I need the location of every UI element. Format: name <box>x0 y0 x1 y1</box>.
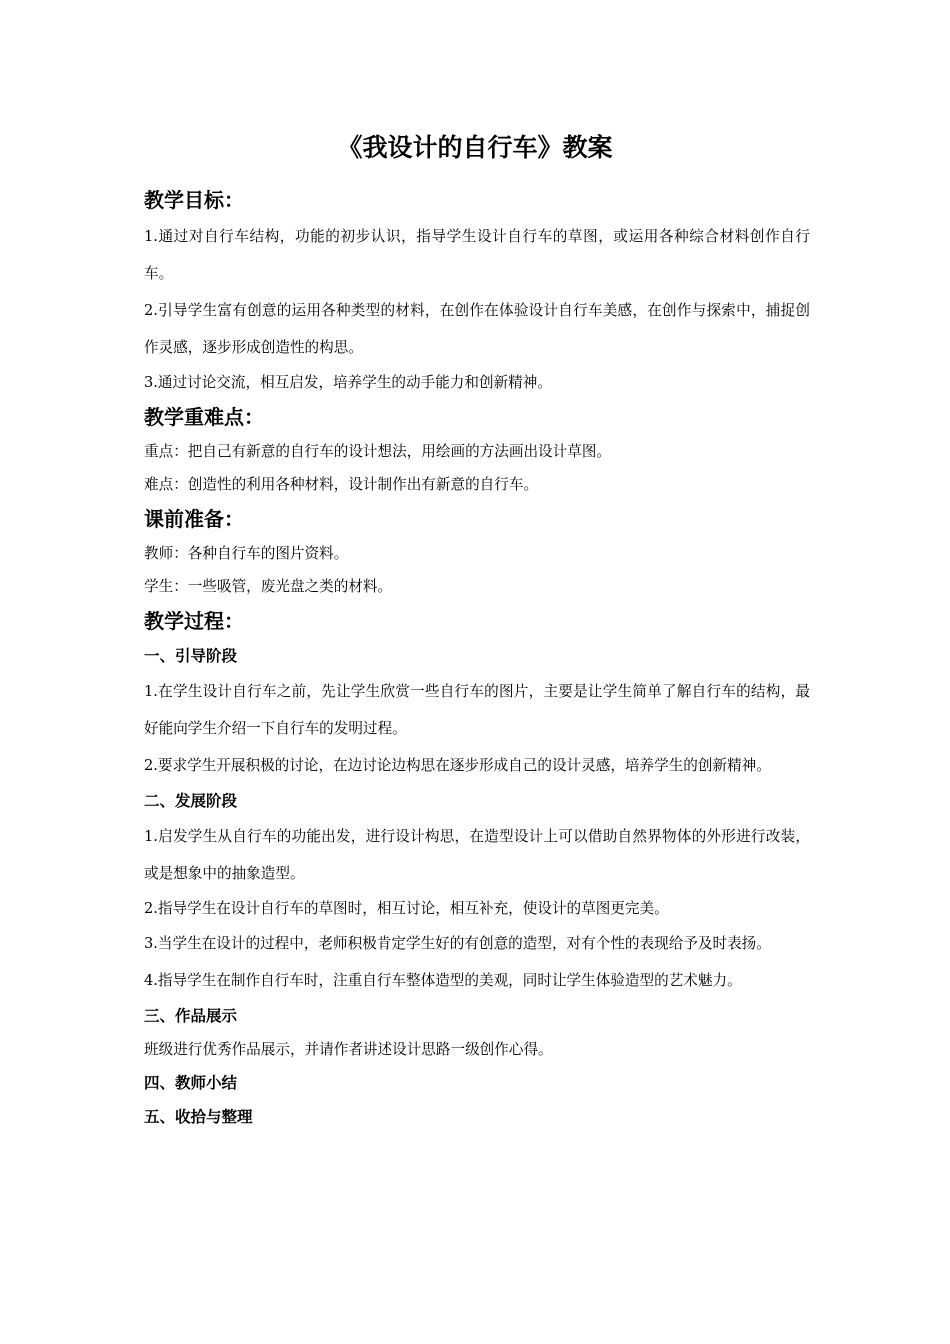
stage-heading-showcase: 三、作品展示 <box>144 1007 238 1025</box>
stage-item: 4.指导学生在制作自行车时，注重自行车整体造型的美观，同时让学生体验造型的艺术魅力。 <box>144 972 742 989</box>
stage-item: 1.启发学生从自行车的功能出发，进行设计构思，在造型设计上可以借助自然界物体的外形进行改装，或是想象中的抽象造型。 <box>144 828 810 882</box>
goal-item: 1.通过对自行车结构，功能的初步认识，指导学生设计自行车的草图，或运用各种综合材料创作自行车。 <box>144 228 810 282</box>
section-heading-key-points: 教学重难点： <box>144 405 264 429</box>
goal-item: 2.引导学生富有创意的运用各种类型的材料，在创作在体验设计自行车美感，在创作与探索中，捕捉创作灵感，逐步形成创造性的构思。 <box>144 302 810 356</box>
stage-item: 2.指导学生在设计自行车的草图时，相互讨论，相互补充，使设计的草图更完美。 <box>144 900 669 917</box>
preparation-item: 教师：各种自行车的图片资料。 <box>144 545 349 562</box>
document-title: 《我设计的自行车》教案 <box>337 133 613 162</box>
key-point-item: 难点：创造性的利用各种材料，设计制作出有新意的自行车。 <box>144 476 539 493</box>
stage-item: 1.在学生设计自行车之前，先让学生欣赏一些自行车的图片，主要是让学生简单了解自行车的结构，最好能向学生介绍一下自行车的发明过程。 <box>144 683 810 737</box>
section-heading-process: 教学过程： <box>144 609 244 633</box>
stage-heading-guide: 一、引导阶段 <box>144 647 238 665</box>
stage-heading-develop: 二、发展阶段 <box>144 792 238 810</box>
key-point-item: 重点：把自己有新意的自行车的设计想法，用绘画的方法画出设计草图。 <box>144 443 612 460</box>
section-heading-preparation: 课前准备： <box>144 507 244 531</box>
preparation-item: 学生：一些吸管，废光盘之类的材料。 <box>144 578 393 595</box>
goal-item: 3.通过讨论交流，相互启发，培养学生的动手能力和创新精神。 <box>144 374 552 391</box>
stage-item: 2.要求学生开展积极的讨论，在边讨论边构思在逐步形成自己的设计灵感，培养学生的创新精神。 <box>144 757 771 774</box>
section-heading-goals: 教学目标： <box>144 188 244 212</box>
stage-item: 班级进行优秀作品展示，并请作者讲述设计思路一级创作心得。 <box>144 1041 553 1058</box>
stage-heading-cleanup: 五、收拾与整理 <box>144 1108 253 1126</box>
document-body <box>144 182 810 1134</box>
stage-heading-summary: 四、教师小结 <box>144 1074 238 1092</box>
stage-item: 3.当学生在设计的过程中，老师积极肯定学生好的有创意的造型，对有个性的表现给予及时表扬。 <box>144 935 771 952</box>
